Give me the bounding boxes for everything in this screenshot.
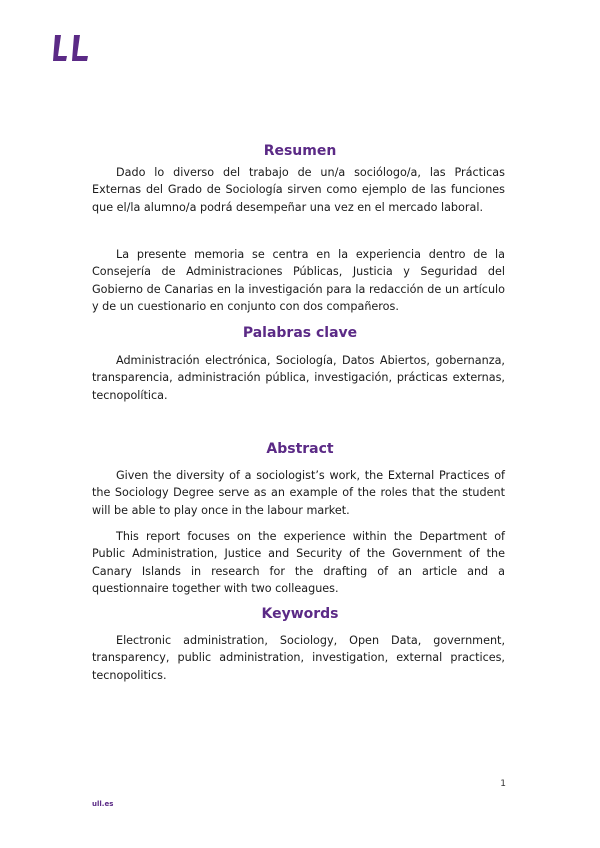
- footer-link[interactable]: ull.es: [92, 800, 114, 808]
- ull-logo-icon: [52, 32, 92, 64]
- palabras-clave-title: Palabras clave: [242, 325, 358, 341]
- resumen-title: Resumen: [263, 143, 337, 159]
- resumen-paragraph-2: La presente memoria se centra en la experiencia dentro de la Consejería de Administraciones Públicas, Justicia y Seguridad del Gobierno de Canarias en la investigación para la redacción de un artículo y de un cuestionario en conjunto con dos compañeros.: [92, 248, 505, 313]
- keywords-text: Electronic administration, Sociology, Open Data, government, transparency, public administration, investigation, external practices, tecnopolitics.: [92, 634, 505, 682]
- abstract-paragraph-1: Given the diversity of a sociologist’s work, the External Practices of the Sociology Degree serve as an example of the roles that the student will be able to play once in the labour market.: [92, 469, 505, 517]
- keywords-title: Keywords: [261, 606, 339, 622]
- abstract-title: Abstract: [266, 441, 334, 457]
- resumen-paragraph-1: Dado lo diverso del trabajo de un/a sociólogo/a, las Prácticas Externas del Grado de Sociología sirven como ejemplo de las funciones que el/la alumno/a podrá desempeñar una vez en el mercado laboral.: [92, 166, 505, 214]
- palabras-clave-text: Administración electrónica, Sociología, Datos Abiertos, gobernanza, transparencia, administración pública, investigación, prácticas externas, tecnopolítica.: [92, 354, 505, 402]
- page-number: 1: [500, 779, 506, 789]
- abstract-paragraph-2: This report focuses on the experience within the Department of Public Administration, Justice and Security of the Government of the Canary Islands in research for the drafting of an article and a questionnaire together with two colleagues.: [92, 530, 505, 595]
